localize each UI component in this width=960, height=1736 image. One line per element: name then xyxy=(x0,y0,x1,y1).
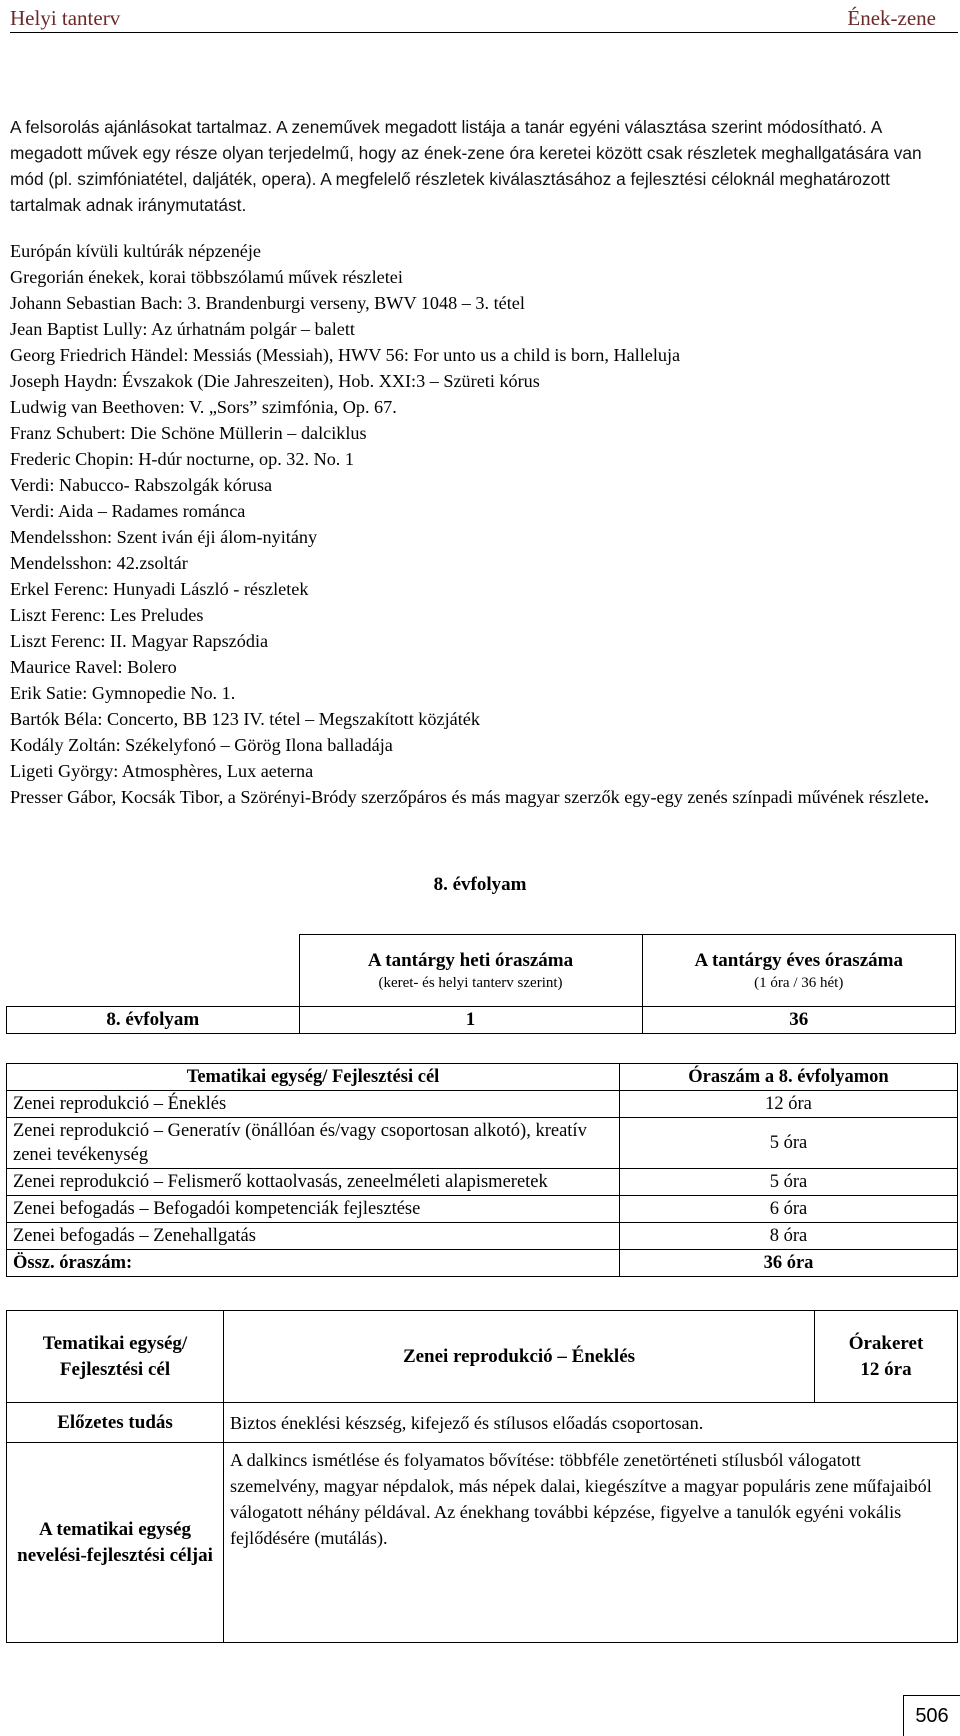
unit-name: Zenei reprodukció – Felismerő kottaolvasás, zeneelméleti alapismeretek xyxy=(7,1169,620,1196)
list-item: Joseph Haydn: Évszakok (Die Jahreszeiten), Hob. XXI:3 – Szüreti kórus xyxy=(10,371,540,391)
list-item: Frederic Chopin: H-dúr nocturne, op. 32. No. 1 xyxy=(10,449,354,469)
table-row xyxy=(7,1118,958,1169)
unit-label: Tematikai egység/ Fejlesztési cél xyxy=(7,1311,224,1403)
table-row xyxy=(7,1091,958,1118)
list-item: Verdi: Nabucco- Rabszolgák kórusa xyxy=(10,475,273,495)
prior-label: Előzetes tudás xyxy=(7,1403,224,1443)
list-item: Mendelsshon: Szent iván éji álom-nyitány xyxy=(10,527,318,547)
header-left: Helyi tanterv xyxy=(10,6,121,30)
page-number: 506 xyxy=(903,1695,960,1736)
goals-label: A tematikai egység nevelési-fejlesztési céljai xyxy=(7,1443,224,1643)
table-row xyxy=(7,1196,958,1223)
yearly-header-cell xyxy=(642,935,956,1007)
list-item: Ligeti György: Atmosphères, Lux aeterna xyxy=(10,761,314,781)
total-value: 36 óra xyxy=(620,1250,958,1277)
list-item: Verdi: Aida – Radames románca xyxy=(10,501,246,521)
works-list xyxy=(10,238,950,810)
total-label: Össz. óraszám: xyxy=(7,1250,620,1277)
weekly-sub: (keret- és helyi tanterv szerint) xyxy=(378,974,563,991)
weekly-header-cell xyxy=(299,935,642,1007)
goals-text: A dalkincs ismétlése és folyamatos bővítése: többféle zenetörténeti stílusból válogatott szemelvény, magyar népdalok, más népek dalai, kiegészítve a magyar populáris zene műfajaiból válogatott néhány példával. Az énekhang további képzése, figyelve a tanulók egyéni vokális fejlődésére (mutálás). xyxy=(224,1443,958,1643)
list-item: Maurice Ravel: Bolero xyxy=(10,657,177,677)
units-col-header: Tematikai egység/ Fejlesztési cél xyxy=(7,1064,620,1091)
unit-hours: 12 óra xyxy=(620,1091,958,1118)
list-item: Jean Baptist Lully: Az úrhatnám polgár – balett xyxy=(10,319,355,339)
list-item: Bartók Béla: Concerto, BB 123 IV. tétel – Megszakított közjáték xyxy=(10,709,480,729)
yearly-sub: (1 óra / 36 hét) xyxy=(754,974,844,991)
list-item: Kodály Zoltán: Székelyfonó – Görög Ilona balladája xyxy=(10,735,393,755)
list-item: Liszt Ferenc: II. Magyar Rapszódia xyxy=(10,631,269,651)
list-item: Erik Satie: Gymnopedie No. 1. xyxy=(10,683,236,703)
list-item: Georg Friedrich Händel: Messiás (Messiah), HWV 56: For unto us a child is born, Halleluja xyxy=(10,345,681,365)
list-item: Gregorián énekek, korai többszólamú művek részletei xyxy=(10,267,403,287)
unit-name: Zenei reprodukció – Éneklés xyxy=(7,1091,620,1118)
empty-cell xyxy=(7,935,300,1007)
weekly-header: A tantárgy heti óraszáma xyxy=(367,949,574,971)
unit-name: Zenei befogadás – Befogadói kompetenciák fejlesztése xyxy=(7,1196,620,1223)
yearly-header: A tantárgy éves óraszáma xyxy=(694,949,903,971)
hours-label: Órakeret xyxy=(848,1332,924,1354)
unit-hours: 5 óra xyxy=(620,1169,958,1196)
list-item-last xyxy=(10,784,950,810)
unit-name: Zenei reprodukció – Generatív (önállóan és/vagy csoportosan alkotó), kreatív zenei tevékenység xyxy=(7,1118,620,1169)
list-item: Mendelsshon: 42.zsoltár xyxy=(10,553,188,573)
header-right: Ének-zene xyxy=(847,6,936,30)
hours-value: 12 óra xyxy=(860,1358,912,1380)
table-row xyxy=(7,1169,958,1196)
intro-paragraph: A felsorolás ajánlásokat tartalmaz. A zeneművek megadott listája a tanár egyéni választása szerint módosítható. A megadott művek egy része olyan terjedelmű, hogy az ének-zene óra keretei között csak részletek meghallgatására van mód (pl. szimfóniatétel, daljáték, opera). A megfelelő részletek kiválasztásához a fejlesztési céloknál meghatározott tartalmak adnak iránymutatást. xyxy=(10,117,922,215)
row-label: 8. évfolyam xyxy=(7,1007,300,1034)
unit-detail-table xyxy=(6,1310,958,1643)
list-item: Liszt Ferenc: Les Preludes xyxy=(10,605,204,625)
list-item: Európán kívüli kultúrák népzenéje xyxy=(10,241,262,261)
list-item: Franz Schubert: Die Schöne Müllerin – dalciklus xyxy=(10,423,367,443)
hours-col-header: Óraszám a 8. évfolyamon xyxy=(620,1064,958,1091)
units-table xyxy=(6,1063,958,1277)
total-row xyxy=(7,1250,958,1277)
yearly-value: 36 xyxy=(642,1007,956,1034)
list-item: Johann Sebastian Bach: 3. Brandenburgi verseny, BWV 1048 – 3. tétel xyxy=(10,293,525,313)
list-item: Ludwig van Beethoven: V. „Sors” szimfónia, Op. 67. xyxy=(10,397,397,417)
page-header xyxy=(10,6,958,33)
hours-table xyxy=(6,934,956,1034)
unit-hours: 8 óra xyxy=(620,1223,958,1250)
unit-name: Zenei befogadás – Zenehallgatás xyxy=(7,1223,620,1250)
list-item-last-text: Presser Gábor, Kocsák Tibor, a Szörényi-Bródy szerzőpáros és más magyar szerzők egy-egy zenés színpadi művének részlete xyxy=(10,787,925,807)
unit-hours: 5 óra xyxy=(620,1118,958,1169)
table-row xyxy=(7,1223,958,1250)
unit-hours: 6 óra xyxy=(620,1196,958,1223)
prior-text: Biztos éneklési készség, kifejező és stílusos előadás csoportosan. xyxy=(224,1403,958,1443)
grade-title: 8. évfolyam xyxy=(433,874,527,895)
unit-hours-cell xyxy=(815,1311,958,1403)
weekly-value: 1 xyxy=(299,1007,642,1034)
list-item-last-dot: . xyxy=(924,787,929,807)
unit-title: Zenei reprodukció – Éneklés xyxy=(224,1311,815,1403)
list-item: Erkel Ferenc: Hunyadi László - részletek xyxy=(10,579,309,599)
